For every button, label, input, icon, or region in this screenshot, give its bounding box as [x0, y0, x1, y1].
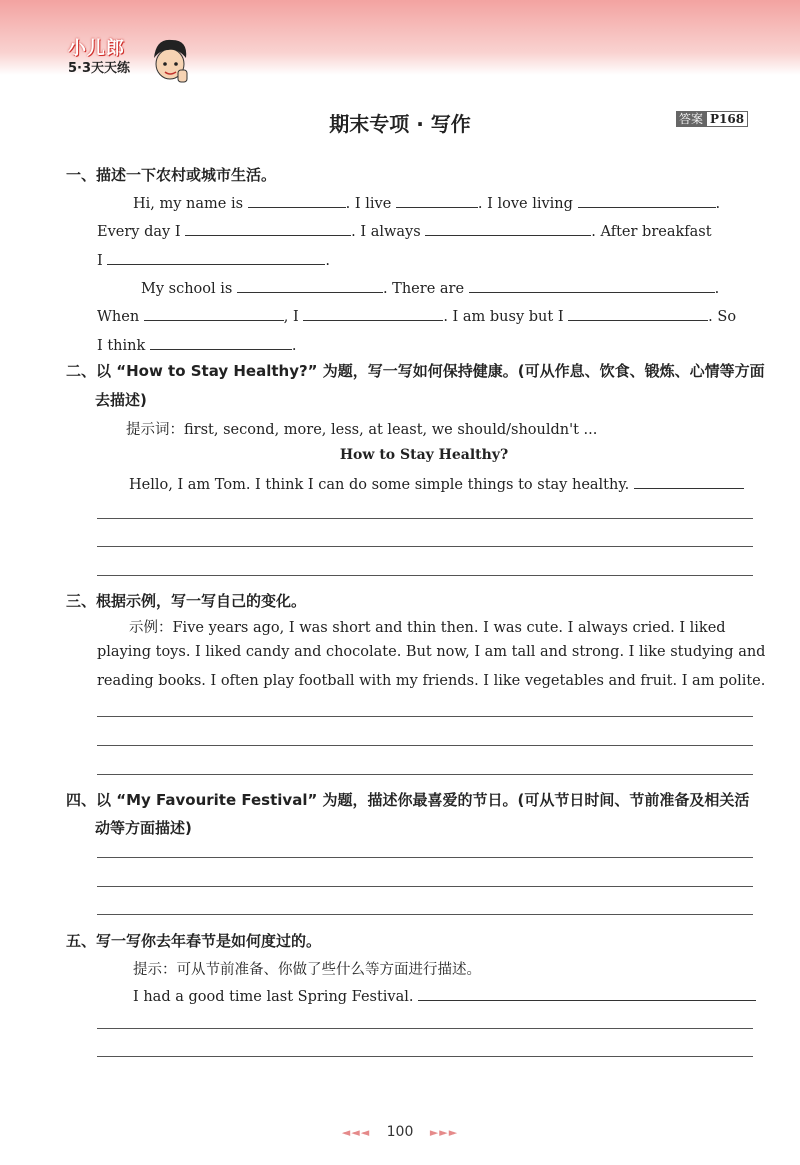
s2-start-line [129, 474, 744, 493]
section-2-heading: 二、以 “How to Stay Healthy?” 为题，写一写如何保持健康。(可从作息、饮食、锻炼、心情等方面 [66, 362, 765, 380]
s3-example-line-1: 示例：Five years ago, I was short and thin then. I was cute. I always cried. I liked [129, 620, 726, 636]
s2-start-text: Hello, I am Tom. I think I can do some simple things to stay healthy. [129, 477, 630, 493]
left-arrows-icon: ◄◄◄ [341, 1126, 371, 1139]
s1-line-6 [97, 335, 296, 354]
writing-line[interactable] [97, 716, 753, 717]
brand-series: 5·3天天练 [68, 61, 131, 76]
writing-line[interactable] [97, 575, 753, 576]
s2-essay-title: How to Stay Healthy? [339, 447, 509, 463]
s1-text: . [291, 338, 297, 354]
s1-text: Every day I [97, 224, 181, 240]
answer-blank[interactable] [396, 193, 478, 208]
s1-text: . So [708, 309, 737, 325]
answer-blank[interactable] [185, 221, 351, 236]
writing-line[interactable] [97, 1056, 753, 1057]
s1-text: . [715, 196, 721, 212]
answer-blank[interactable] [469, 278, 715, 293]
section-4-heading-cont: 动等方面描述) [95, 819, 192, 837]
section-2-heading-cont: 去描述) [95, 391, 147, 409]
s1-text: . There are [382, 281, 465, 297]
writing-line[interactable] [97, 518, 753, 519]
s1-text: I think [97, 338, 146, 354]
s1-text: Hi, my name is [133, 196, 244, 212]
writing-line[interactable] [97, 546, 753, 547]
s1-text: . [714, 281, 720, 297]
s5-start-text: I had a good time last Spring Festival. [133, 989, 414, 1005]
answer-reference [676, 110, 748, 127]
answer-blank[interactable] [150, 335, 292, 350]
answer-blank[interactable] [107, 250, 325, 265]
s1-line-1 [133, 193, 720, 212]
s5-start-line [133, 986, 756, 1005]
s1-text: , I [283, 309, 299, 325]
s1-line-5 [97, 306, 736, 325]
writing-line[interactable] [97, 857, 753, 858]
answer-blank[interactable] [418, 986, 756, 1001]
s1-text: My school is [141, 281, 233, 297]
right-arrows-icon: ►►► [429, 1126, 459, 1139]
writing-line[interactable] [97, 886, 753, 887]
answer-label: 答案 [676, 111, 706, 127]
section-4-heading: 四、以 “My Favourite Festival” 为题，描述你最喜爱的节日。(可从节日时间、节前准备及相关活 [66, 791, 750, 809]
answer-blank[interactable] [248, 193, 346, 208]
answer-blank[interactable] [144, 306, 284, 321]
s1-text: . I love living [477, 196, 573, 212]
writing-line[interactable] [97, 914, 753, 915]
section-5-heading: 五、写一写你去年春节是如何度过的。 [66, 932, 322, 950]
writing-line[interactable] [97, 1028, 753, 1029]
answer-blank[interactable] [568, 306, 708, 321]
writing-line[interactable] [97, 774, 753, 775]
s1-text: I [97, 253, 103, 269]
answer-blank[interactable] [425, 221, 591, 236]
s1-text: . I live [345, 196, 392, 212]
s1-text: . I am busy but I [443, 309, 564, 325]
s2-hint: 提示词：first, second, more, less, at least, we should/shouldn't ... [126, 422, 598, 438]
s1-line-2 [97, 221, 712, 240]
s1-line-3 [97, 250, 330, 269]
answer-page: P168 [706, 111, 748, 127]
brand-name: 小儿郎 [68, 38, 125, 59]
answer-blank[interactable] [237, 278, 383, 293]
s1-text: . I always [351, 224, 421, 240]
answer-blank[interactable] [578, 193, 716, 208]
s5-hint: 提示：可从节前准备、你做了些什么等方面进行描述。 [133, 962, 481, 978]
writing-line[interactable] [97, 745, 753, 746]
section-3-heading: 三、根据示例，写一写自己的变化。 [66, 592, 307, 610]
page-title: 期末专项 · 写作 [329, 112, 471, 136]
s1-text: When [97, 309, 140, 325]
s1-text: . [325, 253, 330, 269]
answer-blank[interactable] [634, 474, 744, 489]
page-number: 100 [386, 1124, 414, 1140]
s1-line-4 [141, 278, 719, 297]
section-1-heading: 一、描述一下农村或城市生活。 [66, 166, 277, 184]
page-footer [0, 1124, 800, 1140]
answer-blank[interactable] [303, 306, 443, 321]
s1-text: . After breakfast [591, 224, 712, 240]
s3-example-line-2: playing toys. I liked candy and chocolate. But now, I am tall and strong. I like studying and [97, 644, 766, 660]
s3-example-line-3: reading books. I often play football with my friends. I like vegetables and fruit. I am polite. [97, 673, 766, 689]
mascot-boy-icon [148, 34, 193, 84]
